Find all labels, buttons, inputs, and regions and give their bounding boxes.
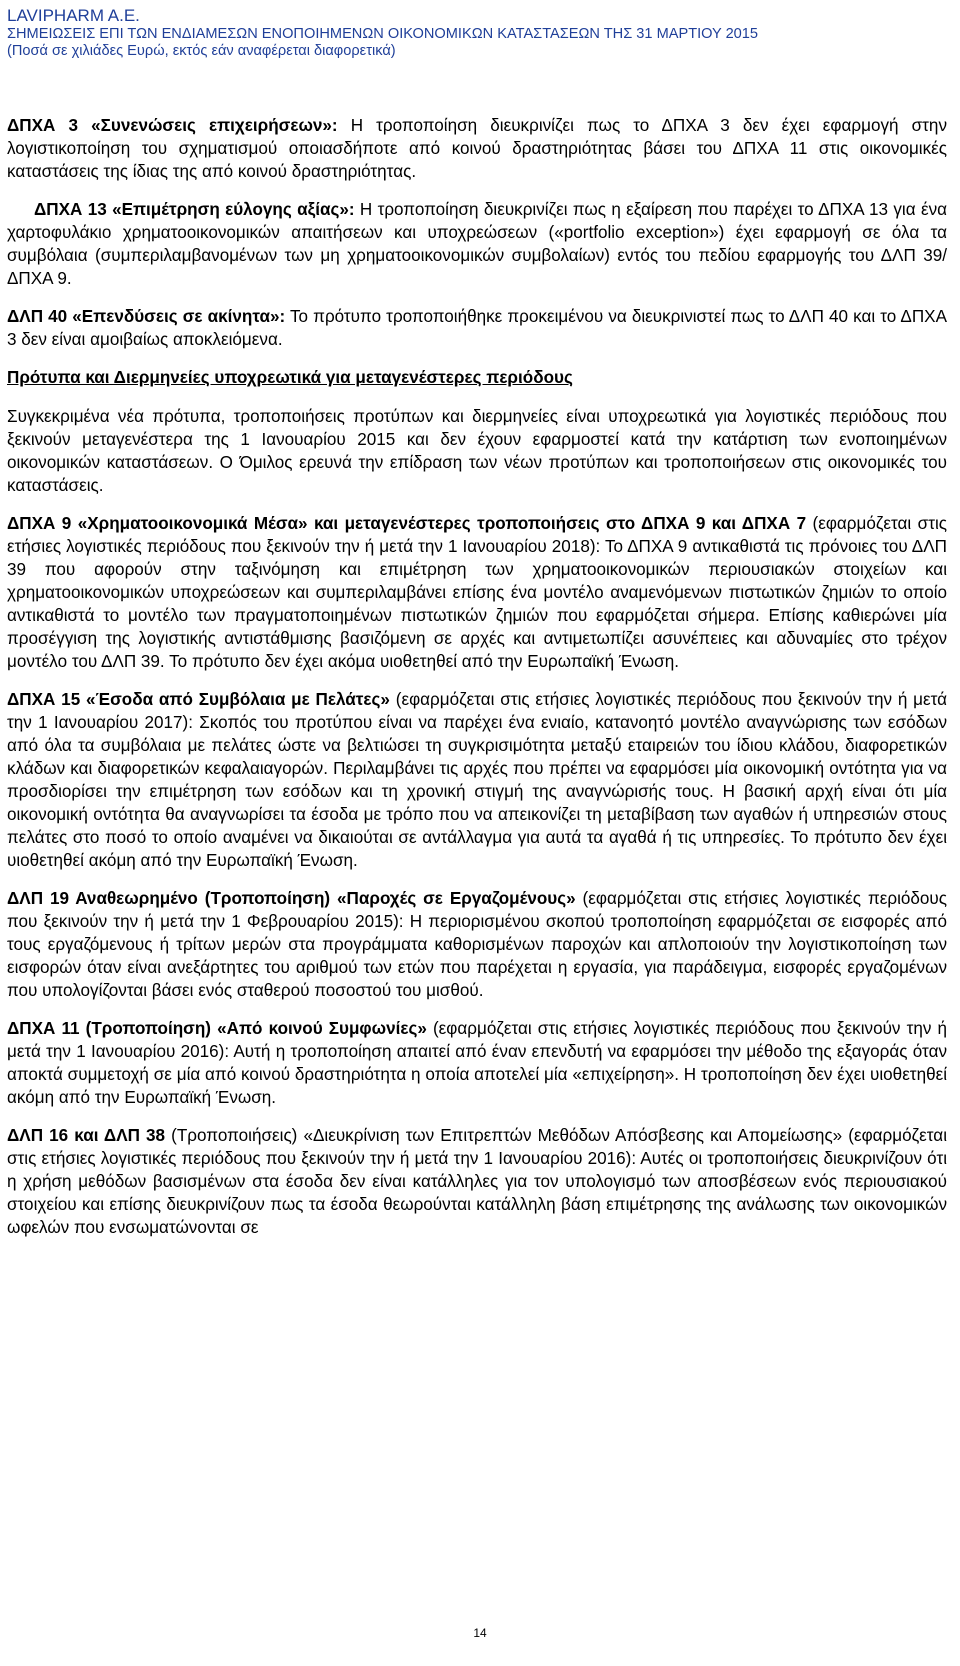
- heading-text: Πρότυπα και Διερμηνείες υποχρεωτικά για μεταγενέστερες περιόδους: [7, 368, 573, 387]
- section-text: Η τροποποίηση διευκρινίζει πως το ΔΠΧΑ 3 δεν έχει εφαρμογή στην λογιστικοποίηση του σχηματισμού οποιασδήποτε από κοινού δραστηριότητας βάσει του ΔΠΧΑ 11 στις οικονομικές καταστάσεις της ίδιας της από κοινού δραστηριότητας.: [7, 116, 947, 181]
- section-ias19: [7, 887, 947, 1002]
- section-text: (εφαρμόζεται στις ετήσιες λογιστικές περιόδους που ξεκινούν την ή μετά την 1 Ιανουαρίου 2017): Σκοπός του προτύπου είναι να παρέχει ένα ενιαίο, κατανοητό μοντέλο αναγνώρισης των εσόδων από όλα τα συμβόλαια με πελάτες ώστε να βελτιώσει τη συγκρισιμότητα μεταξύ εταιρειών του ίδιου κλάδου, διαφορετικών κλάδων και διαφορετικών κεφαλαιαγορών. Περιλαμβάνει τις αρχές που πρέπει να εφαρμόσει μία οικονομική οντότητα για να προσδιορίσει την επιμέτρηση των εσόδων και τη χρονική στιγμή της αναγνώρισής τους. Η βασική αρχή είναι ότι μία οικονομική οντότητα θα αναγνωρίσει τα έσοδα με τρόπο που να απεικονίζει τη μεταβίβαση των αγαθών ή υπηρεσιών στους πελάτες στο ποσό το οποίο αναμένει να δικαιούται σε αντάλλαγμα για αυτά τα αγαθά ή τις υπηρεσίες. Το πρότυπο δεν έχει υιοθετηθεί ακόμη από την Ευρωπαϊκή Ένωση.: [7, 690, 947, 870]
- section-title: ΔΛΠ 19 Αναθεωρημένο (Τροποποίηση) «Παροχές σε Εργαζομένους»: [7, 889, 576, 908]
- section-title: ΔΛΠ 40 «Επενδύσεις σε ακίνητα»:: [7, 307, 286, 326]
- section-text: Η τροποποίηση διευκρινίζει πως η εξαίρεση που παρέχει το ΔΠΧΑ 13 για ένα χαρτοφυλάκιο χρηματοοικονομικών απαιτήσεων και υποχρεώσεων («portfolio exception») έχει εφαρμογή σε όλα τα συμβόλαια (συμπεριλαμβανομένων των μη χρηματοοικονομικών συμβολαίων) εντός του πεδίου εφαρμογής του ΔΛΠ 39/ΔΠΧΑ 9.: [7, 200, 948, 288]
- section-ias16-38: [7, 1124, 947, 1239]
- section-title: ΔΠΧΑ 3 «Συνενώσεις επιχειρήσεων»:: [7, 116, 338, 135]
- section-title: ΔΠΧΑ 15 «Έσοδα από Συμβόλαια με Πελάτες»: [7, 690, 390, 709]
- section-text: (εφαρμόζεται στις ετήσιες λογιστικές περιόδους που ξεκινούν την ή μετά την 1 Φεβρουαρίου 2015): Η περιορισμένου σκοπού τροποποίηση εφαρμόζεται σε εισφορές από τους εργαζόμενους ή τρίτων μερών στα προγράμματα καθορισμένων παροχών και απλοποιούν την λογιστικοποίηση των εισφορών όταν είναι ανεξάρτητες του αριθμού των ετών που παρέχεται η εργασία, για παράδειγμα, εισφορές εργαζομένων που υπολογίζονται βάσει ενός σταθερού ποσοστού του μισθού.: [7, 889, 947, 1000]
- section-ifrs9: [7, 512, 947, 673]
- company-name: LAVIPHARM A.E.: [7, 6, 140, 25]
- intro-paragraph: [7, 405, 947, 497]
- section-heading: [7, 366, 947, 389]
- document-body: [7, 114, 947, 1254]
- section-ifrs13: [7, 198, 947, 290]
- section-ifrs11: [7, 1017, 947, 1109]
- section-text: Συγκεκριμένα νέα πρότυπα, τροποποιήσεις προτύπων και διερμηνείες είναι υποχρεωτικά για λογιστικές περιόδους που ξεκινούν μεταγενέστερα της 1 Ιανουαρίου 2015 και δεν έχουν εφαρμοστεί κατά την κατάρτιση των ενοποιημένων οικονομικών καταστάσεων. Ο Όμιλος ερευνά την επίδραση των νέων προτύπων και τροποποιήσεων στις οικονομικές του καταστάσεις.: [7, 407, 947, 495]
- section-text: (εφαρμόζεται στις ετήσιες λογιστικές περιόδους που ξεκινούν την ή μετά την 1 Ιανουαρίου 2018): Το ΔΠΧΑ 9 αντικαθιστά τις πρόνοιες του ΔΛΠ 39 που αφορούν στην ταξινόμηση και επιμέτρηση των χρηματοοικονομικών περιουσιακών στοιχείων και χρηματοοικονομικών υποχρεώσεων και συμπεριλαμβάνει επίσης ένα μοντέλο αναμενόμενων πιστωτικών ζημιών το οποίο αντικαθιστά το μοντέλο των πραγματοποιημένων πιστωτικών ζημιών που εφαρμόζεται σήμερα. Επίσης καθιερώνει μία προσέγγιση της λογιστικής αντιστάθμισης βασιζόμενη σε αρχές και αντιμετωπίζει ασυνέπειες και αδυναμίες στο τρέχον μοντέλο του ΔΛΠ 39. Το πρότυπο δεν έχει ακόμα υιοθετηθεί από την Ευρωπαϊκή Ένωση.: [7, 514, 947, 671]
- page-header: [7, 6, 947, 60]
- section-text: (εφαρμόζεται στις ετήσιες λογιστικές περιόδους που ξεκινούν την ή μετά την 1 Ιανουαρίου 2016): Αυτή η τροποποίηση απαιτεί από έναν επενδυτή να εφαρμόσει την μέθοδο της εξαγοράς όταν αποκτά συμμετοχή σε μία από κοινού δραστηριότητα η οποία αποτελεί μία «επιχείρηση». Η τροποποίηση δεν έχει υιοθετηθεί ακόμη από την Ευρωπαϊκή Ένωση.: [7, 1019, 948, 1107]
- header-title: ΣΗΜΕΙΩΣΕΙΣ ΕΠΙ ΤΩΝ ΕΝΔΙΑΜΕΣΩΝ ΕΝΟΠΟΙΗΜΕΝΩΝ ΟΙΚΟΝΟΜΙΚΩΝ ΚΑΤΑΣΤΑΣΕΩΝ ΤΗΣ 31 ΜΑΡΤΙΟΥ 2015: [7, 26, 759, 42]
- section-title: ΔΠΧΑ 13 «Επιμέτρηση εύλογης αξίας»:: [34, 200, 355, 219]
- section-text: Το πρότυπο τροποποιήθηκε προκειμένου να διευκρινιστεί πως το ΔΛΠ 40 και το ΔΠΧΑ 3 δεν είναι αμοιβαίως αποκλειόμενα.: [7, 307, 947, 349]
- section-ifrs15: [7, 688, 947, 872]
- section-ifrs3: [7, 114, 947, 183]
- section-title: ΔΠΧΑ 11 (Τροποποίηση) «Από κοινού Συμφωνίες»: [7, 1019, 427, 1038]
- page-number: 14: [473, 1626, 487, 1640]
- section-title: ΔΠΧΑ 9 «Χρηματοοικονομικά Μέσα» και μεταγενέστερες τροποποιήσεις στο ΔΠΧΑ 9 και ΔΠΧΑ 7: [7, 514, 807, 533]
- section-ias40: [7, 305, 947, 351]
- header-subtitle: (Ποσά σε χιλιάδες Ευρώ, εκτός εάν αναφέρεται διαφορετικά): [7, 43, 396, 59]
- section-text: (Τροποποιήσεις) «Διευκρίνιση των Επιτρεπτών Μεθόδων Απόσβεσης και Απομείωσης» (εφαρμόζεται στις ετήσιες λογιστικές περιόδους που ξεκινούν την ή μετά την 1 Ιανουαρίου 2016): Αυτές οι τροποποιήσεις διευκρινίζουν ότι η χρήση μεθόδων βασισμένων στα έσοδα δεν είναι κατάλληλες για τον υπολογισμό των αποσβέσεων ενός περιουσιακού στοιχείου και επίσης διευκρινίζουν πως τα έσοδα θεωρούνται κατάλληλη βάση επιμέτρησης της ανάλωσης των οικονομικών ωφελών που ενσωματώνονται σε: [7, 1126, 947, 1237]
- section-title: ΔΛΠ 16 και ΔΛΠ 38: [7, 1126, 166, 1145]
